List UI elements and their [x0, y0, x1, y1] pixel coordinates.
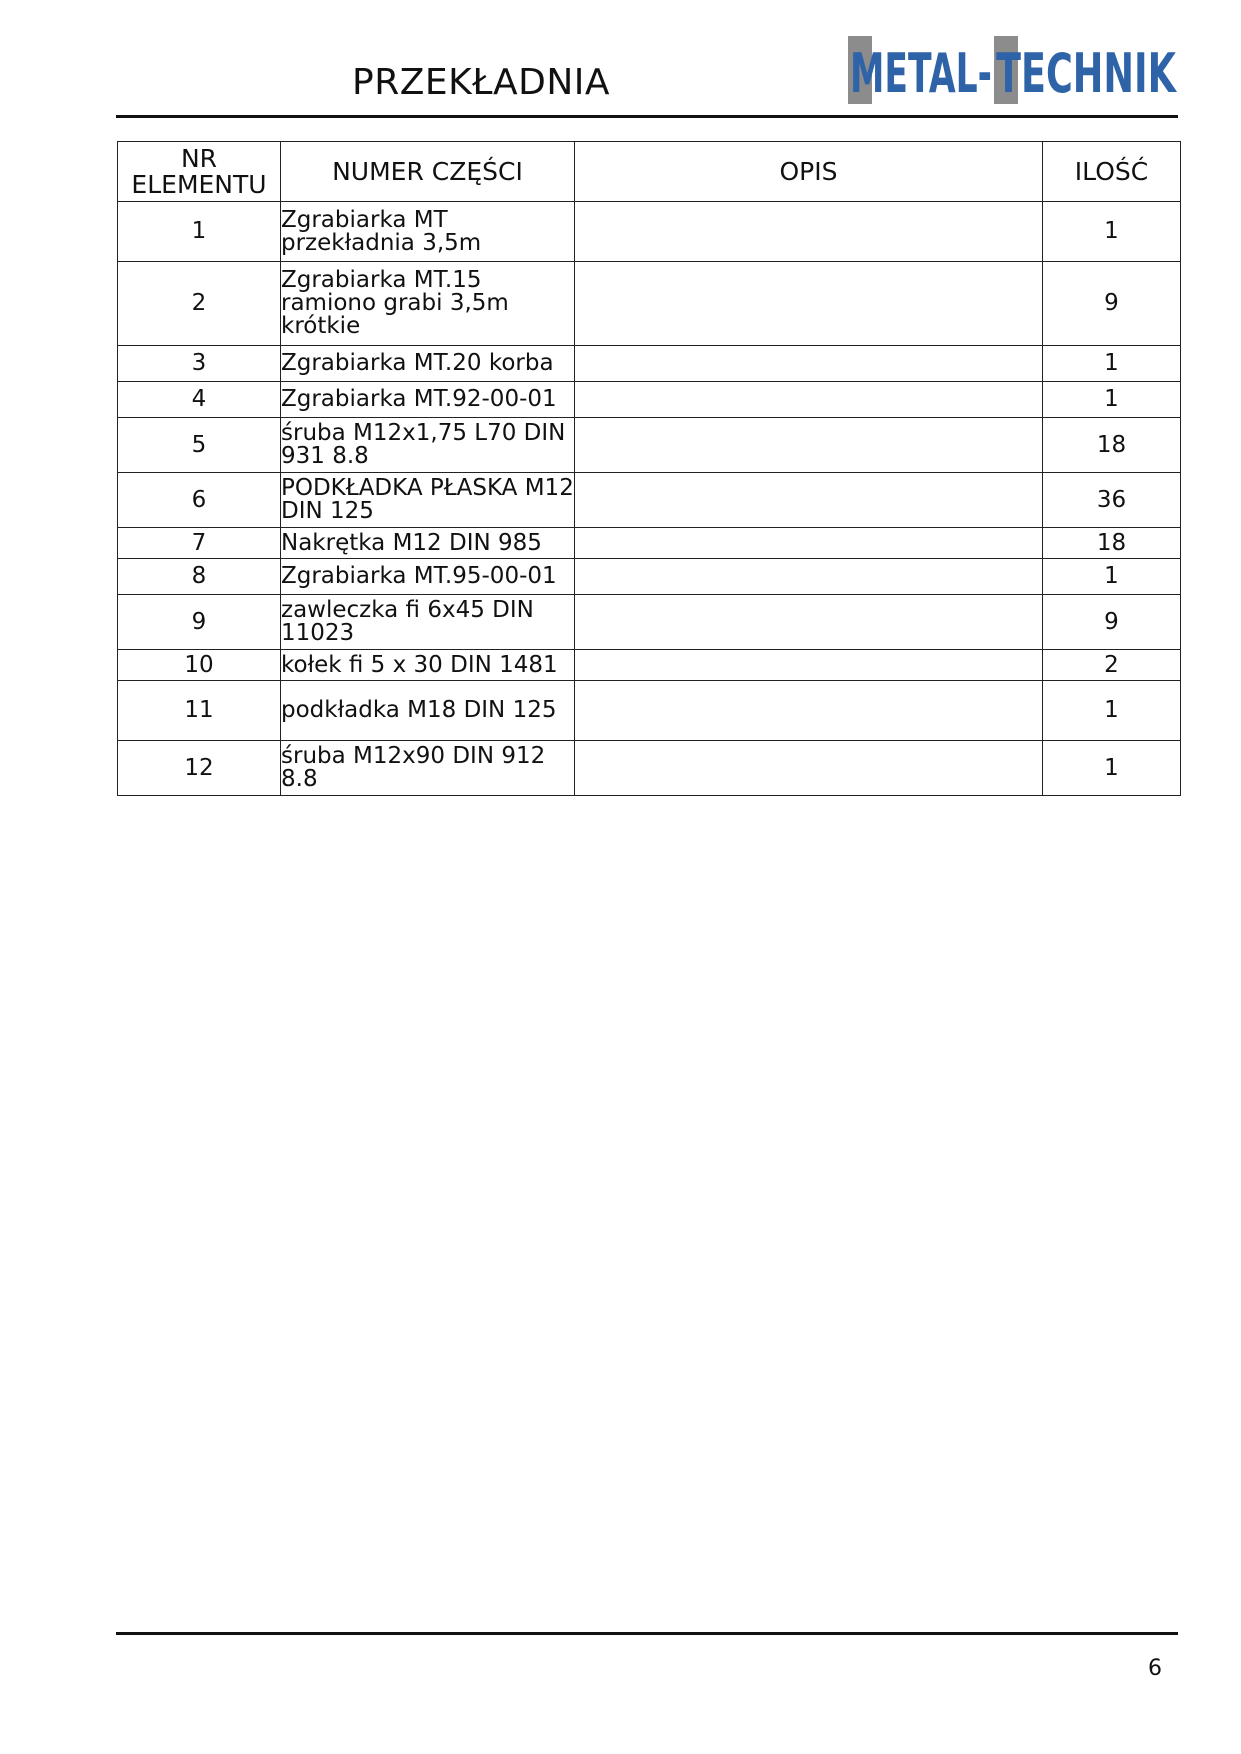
quantity: 1: [1043, 681, 1181, 741]
description: [575, 418, 1043, 473]
page-title: PRZEKŁADNIA: [352, 62, 610, 103]
part-number: Nakrętka M12 DIN 985: [281, 528, 575, 559]
table-row: [118, 559, 1181, 595]
table-row: [118, 382, 1181, 418]
part-number: śruba M12x90 DIN 912 8.8: [281, 741, 575, 796]
table-row: [118, 202, 1181, 262]
row-number: 7: [118, 528, 281, 559]
table-row: [118, 741, 1181, 796]
svg-text:METAL-: METAL-: [850, 42, 992, 104]
part-number: kołek fi 5 x 30 DIN 1481: [281, 650, 575, 681]
table-row: [118, 528, 1181, 559]
row-number: 1: [118, 202, 281, 262]
part-number: Zgrabiarka MT.20 korba: [281, 346, 575, 382]
quantity: 1: [1043, 202, 1181, 262]
row-number: 12: [118, 741, 281, 796]
column-header-nr: NR ELEMENTU: [118, 142, 281, 202]
description: [575, 262, 1043, 346]
table-row: [118, 262, 1181, 346]
page-number: 6: [1148, 1656, 1162, 1681]
row-number: 8: [118, 559, 281, 595]
part-number: Zgrabiarka MT.92-00-01: [281, 382, 575, 418]
column-header-description: OPIS: [575, 142, 1043, 202]
description: [575, 741, 1043, 796]
quantity: 9: [1043, 262, 1181, 346]
column-header-quantity: ILOŚĆ: [1043, 142, 1181, 202]
part-number: zawleczka fi 6x45 DIN 11023: [281, 595, 575, 650]
table-row: [118, 346, 1181, 382]
description: [575, 528, 1043, 559]
description: [575, 382, 1043, 418]
part-number: śruba M12x1,75 L70 DIN 931 8.8: [281, 418, 575, 473]
part-number: Zgrabiarka MT.15 ramiono grabi 3,5m krótkie: [281, 262, 575, 346]
quantity: 18: [1043, 418, 1181, 473]
row-number: 3: [118, 346, 281, 382]
row-number: 11: [118, 681, 281, 741]
quantity: 18: [1043, 528, 1181, 559]
quantity: 1: [1043, 382, 1181, 418]
parts-table: [117, 141, 1181, 796]
table-row: [118, 681, 1181, 741]
column-header-part-number: NUMER CZĘŚCI: [281, 142, 575, 202]
description: [575, 650, 1043, 681]
header-divider: [116, 115, 1178, 118]
quantity: 1: [1043, 346, 1181, 382]
description: [575, 473, 1043, 528]
row-number: 2: [118, 262, 281, 346]
quantity: 1: [1043, 559, 1181, 595]
row-number: 4: [118, 382, 281, 418]
table-row: [118, 650, 1181, 681]
quantity: 9: [1043, 595, 1181, 650]
description: [575, 346, 1043, 382]
table-row: [118, 473, 1181, 528]
footer-divider: [116, 1632, 1178, 1635]
description: [575, 559, 1043, 595]
description: [575, 681, 1043, 741]
row-number: 9: [118, 595, 281, 650]
row-number: 10: [118, 650, 281, 681]
quantity: 1: [1043, 741, 1181, 796]
table-row: [118, 418, 1181, 473]
quantity: 36: [1043, 473, 1181, 528]
description: [575, 595, 1043, 650]
part-number: PODKŁADKA PŁASKA M12 DIN 125: [281, 473, 575, 528]
row-number: 5: [118, 418, 281, 473]
table-header-row: [118, 142, 1181, 202]
row-number: 6: [118, 473, 281, 528]
part-number: Zgrabiarka MT.95-00-01: [281, 559, 575, 595]
part-number: Zgrabiarka MT przekładnia 3,5m: [281, 202, 575, 262]
quantity: 2: [1043, 650, 1181, 681]
svg-text:TECHNIK: TECHNIK: [996, 42, 1178, 104]
metal-technik-logo: [848, 36, 1178, 104]
table-row: [118, 595, 1181, 650]
description: [575, 202, 1043, 262]
part-number: podkładka M18 DIN 125: [281, 681, 575, 741]
